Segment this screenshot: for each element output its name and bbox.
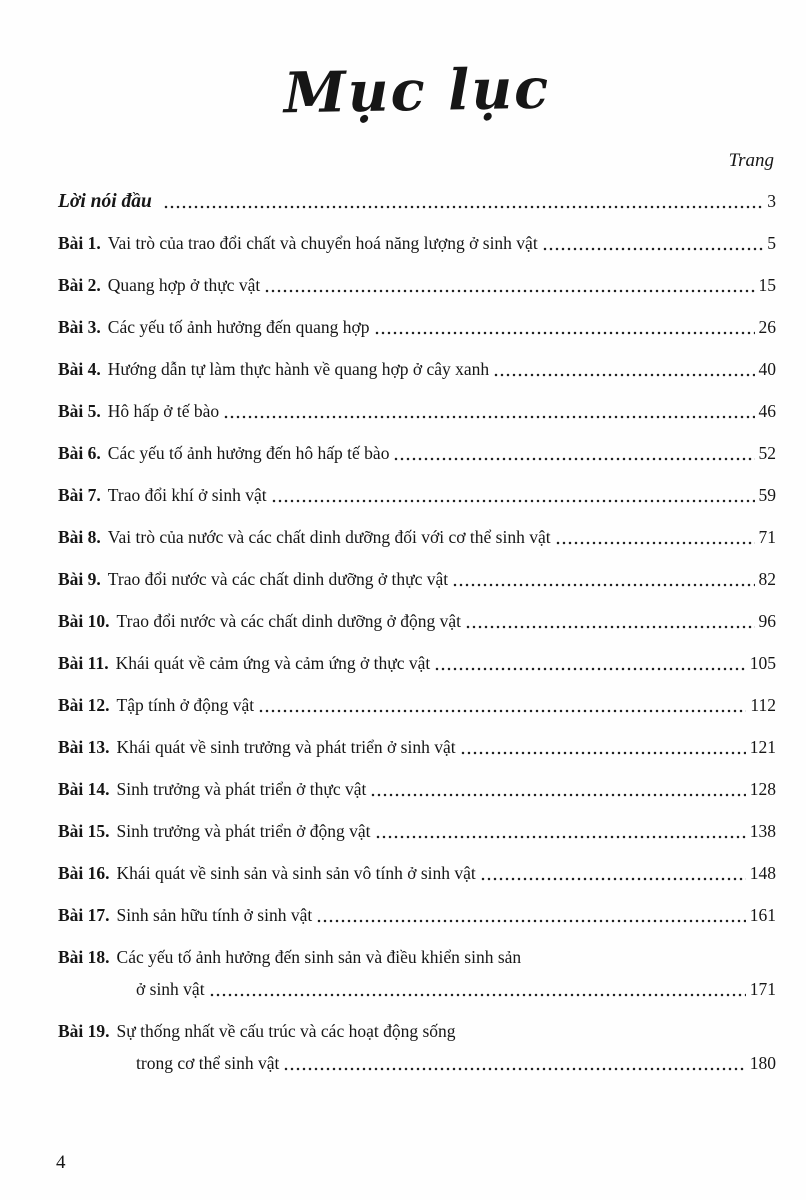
entry-label: Bài 4. [58,359,101,379]
entry-title: Trao đổi nước và các chất dinh dưỡng ở động vật [116,611,462,631]
dot-leader [555,540,755,546]
toc-entry [58,272,776,299]
dot-leader [465,624,754,630]
entry-title-continued: ở sinh vật [136,979,205,999]
page-content [0,55,806,1077]
dot-leader [460,750,746,756]
entry-page-number: 121 [749,737,776,757]
dot-leader [316,918,746,924]
toc-entry [58,818,776,845]
dot-leader [374,330,755,336]
entry-title: Các yếu tố ảnh hưởng đến hô hấp tế bào [107,443,390,463]
entry-page-number: 161 [749,905,776,925]
toc-entry [58,398,776,425]
toc-entry [58,566,776,593]
entry-title: Quang hợp ở thực vật [107,275,261,295]
entry-label: Bài 5. [58,401,101,421]
entry-label: Bài 15. [58,821,110,841]
entry-label: Bài 2. [58,275,101,295]
entry-title-continued: trong cơ thể sinh vật [136,1053,280,1073]
entry-title: Sự thống nhất về cấu trúc và các hoạt động sống [116,1021,456,1041]
entry-title: Vai trò của trao đổi chất và chuyển hoá năng lượng ở sinh vật [107,233,538,253]
toc-entry [58,356,776,383]
toc-entry [58,776,776,803]
entry-page-number: 128 [749,779,776,799]
toc-entry [58,944,776,1003]
entry-title: Các yếu tố ảnh hưởng đến quang hợp [107,317,370,337]
toc-entry [58,734,776,761]
entry-page-number: 71 [758,527,776,547]
entry-title: Khái quát về sinh sản và sinh sản vô tính ở sinh vật [116,863,476,883]
entry-label: Bài 17. [58,905,110,925]
entry-label: Bài 14. [58,779,110,799]
entry-label: Bài 3. [58,317,101,337]
entry-page-number: 148 [749,863,776,883]
entry-title: Sinh sản hữu tính ở sinh vật [116,905,313,925]
entry-title: Trao đổi nước và các chất dinh dưỡng ở thực vật [107,569,449,589]
entry-label: Bài 10. [58,611,110,631]
entry-page-number: 171 [749,979,776,999]
entry-page-number: 59 [758,485,776,505]
entry-title: Vai trò của nước và các chất dinh dưỡng đối với cơ thể sinh vật [107,527,551,547]
dot-leader [283,1066,745,1072]
entry-label: Bài 8. [58,527,101,547]
dot-leader [452,582,754,588]
toc-entry [58,188,776,215]
entry-title: Sinh trưởng và phát triển ở động vật [116,821,371,841]
toc-entry [58,482,776,509]
entry-page-number: 82 [758,569,776,589]
entry-title: Các yếu tố ảnh hưởng đến sinh sản và điều khiển sinh sản [116,947,522,967]
toc-list [58,188,776,1077]
toc-entry [58,314,776,341]
entry-label: Bài 11. [58,653,109,673]
entry-page-number: 180 [749,1053,776,1073]
entry-label: Bài 16. [58,863,110,883]
entry-label: Bài 19. [58,1021,110,1041]
dot-leader [271,498,755,504]
toc-entry [58,440,776,467]
dot-leader [370,792,745,798]
toc-entry [58,692,776,719]
entry-page-number: 138 [749,821,776,841]
entry-title: Hướng dẫn tự làm thực hành về quang hợp ở cây xanh [107,359,490,379]
entry-page-number: 26 [758,317,776,337]
entry-title: Tập tính ở động vật [116,695,255,715]
dot-leader [375,834,746,840]
entry-page-number: 46 [758,401,776,421]
entry-title: Sinh trưởng và phát triển ở thực vật [116,779,367,799]
entry-page-number: 96 [758,611,776,631]
entry-label: Bài 12. [58,695,110,715]
entry-title: Khái quát về cảm ứng và cảm ứng ở thực vật [115,653,431,673]
entry-label: Bài 7. [58,485,101,505]
toc-entry [58,608,776,635]
dot-leader [480,876,746,882]
entry-label: Bài 1. [58,233,101,253]
entry-page-number: 52 [758,443,776,463]
toc-entry [58,860,776,887]
dot-leader [493,372,754,378]
page-column-header: Trang [728,150,774,171]
entry-title: Khái quát về sinh trưởng và phát triển ở sinh vật [116,737,456,757]
dot-leader [264,288,754,294]
entry-title: Trao đổi khí ở sinh vật [107,485,267,505]
entry-label: Bài 13. [58,737,110,757]
entry-page-number: 105 [749,653,776,673]
entry-page-number: 40 [758,359,776,379]
toc-entry [58,524,776,551]
entry-label: Bài 18. [58,947,110,967]
dot-leader [542,246,764,252]
dot-leader [393,456,754,462]
dot-leader [223,414,754,420]
dot-leader [258,708,746,714]
toc-entry [58,1018,776,1077]
entry-label: Bài 9. [58,569,101,589]
dot-leader [163,204,763,210]
entry-page-number: 5 [767,233,776,253]
entry-page-number: 3 [767,191,776,211]
toc-entry [58,902,776,929]
entry-page-number: 15 [758,275,776,295]
page-number: 4 [56,1152,66,1173]
entry-page-number: 112 [750,695,776,715]
dot-leader [434,666,745,672]
toc-entry [58,650,776,677]
dot-leader [209,992,746,998]
entry-title: Hô hấp ở tế bào [107,401,220,421]
page-title: Mục lục [283,55,551,127]
toc-entry [58,230,776,257]
entry-label: Bài 6. [58,443,101,463]
entry-label: Lời nói đầu [58,191,152,212]
